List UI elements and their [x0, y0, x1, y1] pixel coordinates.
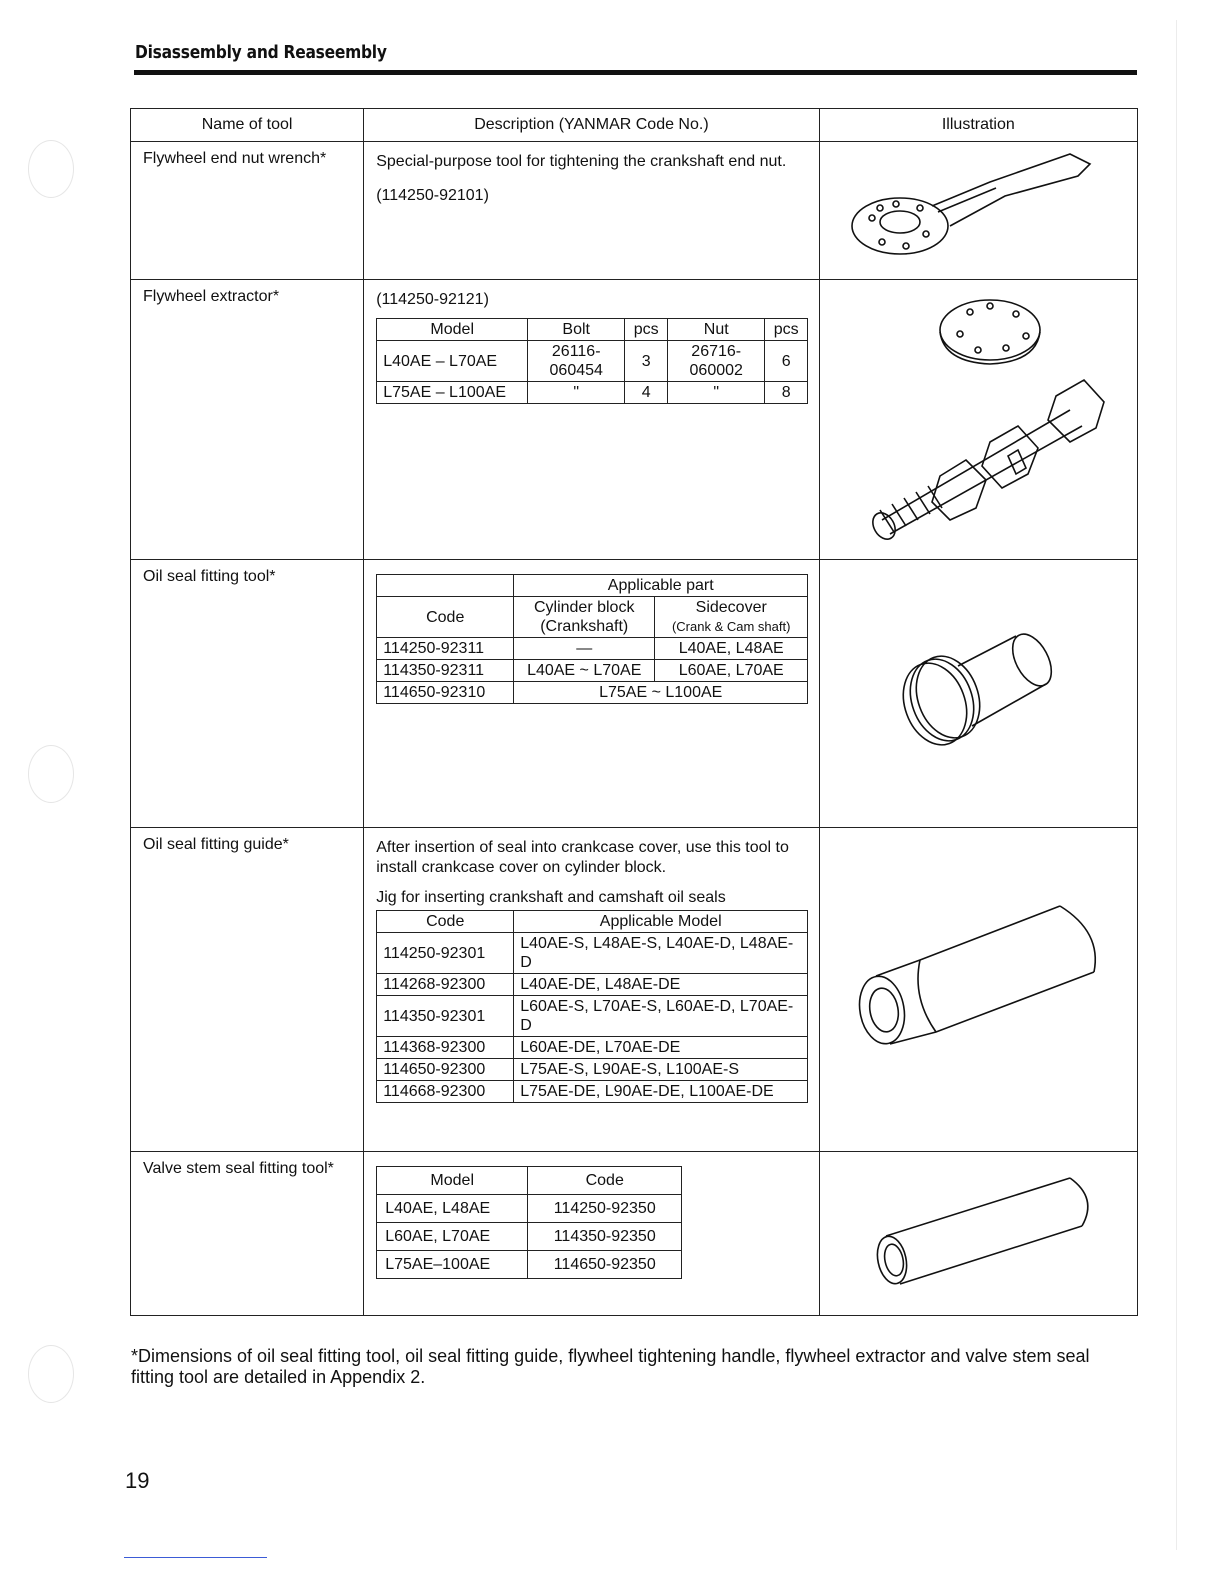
illustration-cell: [819, 560, 1137, 828]
table-row: [377, 996, 808, 1037]
column-header-description: Description (YANMAR Code No.): [364, 109, 819, 142]
column-header-code: Code: [377, 911, 514, 933]
tool-description: [364, 828, 819, 1152]
column-header-code: Code: [528, 1167, 682, 1195]
table-row: [377, 660, 808, 682]
illustration-cell: [819, 828, 1137, 1152]
illustration-cell: [819, 1152, 1137, 1316]
table-cell: L40AE, L48AE: [655, 638, 808, 660]
column-header-model: Applicable Model: [514, 911, 808, 933]
column-header: pcs: [625, 319, 668, 341]
column-header-illustration: Illustration: [819, 109, 1137, 142]
column-header-code: Code: [377, 597, 514, 638]
table-row: [377, 1037, 808, 1059]
table-row: [131, 1152, 1138, 1316]
table-cell: 114250-92350: [528, 1195, 682, 1223]
table-cell: L40AE, L48AE: [377, 1195, 528, 1223]
table-cell: 6: [765, 341, 808, 382]
table-cell: 4: [625, 382, 668, 404]
bottom-link-line: [124, 1557, 267, 1558]
table-cell: 114350-92311: [377, 660, 514, 682]
tool-table: [130, 108, 1138, 1316]
header-text: Sidecover: [695, 599, 767, 616]
oil-seal-tool-table: [376, 574, 808, 704]
table-row: [377, 1251, 682, 1279]
table-cell: 114650-92310: [377, 682, 514, 704]
table-row: [131, 560, 1138, 828]
table-cell: L40AE ~ L70AE: [514, 660, 655, 682]
table-row: [377, 341, 808, 382]
jig-text: Jig for inserting crankshaft and camshaft oil seals: [376, 889, 726, 906]
table-cell: 26116-060454: [528, 341, 625, 382]
tool-code: (114250-92101): [376, 187, 489, 204]
tool-name: Oil seal fitting guide*: [131, 828, 364, 1152]
table-cell: 114250-92311: [377, 638, 514, 660]
table-cell: 114250-92301: [377, 933, 514, 974]
tool-name: Valve stem seal fitting tool*: [131, 1152, 364, 1316]
binder-hole-middle: [28, 745, 74, 803]
wrench-icon: [820, 142, 1136, 278]
sleeve-tube-icon: [820, 1152, 1136, 1314]
table-row: [377, 1167, 682, 1195]
table-cell: L40AE – L70AE: [377, 341, 528, 382]
table-cell: L40AE-S, L48AE-S, L40AE-D, L48AE-D: [514, 933, 808, 974]
column-header: Bolt: [528, 319, 625, 341]
table-cell: L75AE–100AE: [377, 1251, 528, 1279]
column-header-sidecover: [655, 597, 808, 638]
tapered-guide-icon: [820, 828, 1136, 1150]
table-cell: L75AE-DE, L90AE-DE, L100AE-DE: [514, 1081, 808, 1103]
column-header-model: Model: [377, 1167, 528, 1195]
description-text: After insertion of seal into crankcase cover, use this tool to install crankcase cover on cylinder block.: [376, 839, 789, 876]
valve-stem-table: [376, 1166, 682, 1279]
description-text: Special-purpose tool for tightening the crankshaft end nut.: [376, 153, 787, 170]
column-header-applicable-part: Applicable part: [514, 575, 808, 597]
column-header: pcs: [765, 319, 808, 341]
table-cell: L75AE ~ L100AE: [514, 682, 808, 704]
table-cell: 114268-92300: [377, 974, 514, 996]
page-edge-line: [1176, 20, 1177, 1550]
tool-name: Flywheel end nut wrench*: [131, 142, 364, 280]
table-row: [377, 382, 808, 404]
tool-description: [364, 280, 819, 560]
table-row: [377, 911, 808, 933]
tool-code: (114250-92121): [376, 291, 489, 308]
table-cell: L40AE-DE, L48AE-DE: [514, 974, 808, 996]
section-title: Disassembly and Reaseembly: [135, 42, 387, 63]
table-cell: ": [528, 382, 625, 404]
column-header-cylinder-block: [514, 597, 655, 638]
table-cell: L75AE – L100AE: [377, 382, 528, 404]
page-number: 19: [125, 1468, 150, 1493]
table-row: [377, 1059, 808, 1081]
table-cell: L60AE, L70AE: [655, 660, 808, 682]
table-cell: L60AE, L70AE: [377, 1223, 528, 1251]
header-subtext: (Crank & Cam shaft): [671, 619, 791, 634]
table-row: [377, 597, 808, 638]
table-row: [377, 575, 808, 597]
table-row: [377, 933, 808, 974]
table-cell: 114668-92300: [377, 1081, 514, 1103]
table-cell: ": [668, 382, 765, 404]
table-cell: 3: [625, 341, 668, 382]
table-row: [377, 1081, 808, 1103]
table-cell-empty: [377, 575, 514, 597]
binder-hole-top: [28, 140, 74, 198]
table-cell: L60AE-S, L70AE-S, L60AE-D, L70AE-D: [514, 996, 808, 1037]
table-row: [131, 142, 1138, 280]
table-row: [131, 828, 1138, 1152]
tool-description: [364, 1152, 819, 1316]
column-header-name: Name of tool: [131, 109, 364, 142]
table-cell: —: [514, 638, 655, 660]
table-cell: L75AE-S, L90AE-S, L100AE-S: [514, 1059, 808, 1081]
table-cell: 26716-060002: [668, 341, 765, 382]
tool-name: Flywheel extractor*: [131, 280, 364, 560]
illustration-cell: [819, 142, 1137, 280]
tool-description: [364, 560, 819, 828]
table-row: [377, 1195, 682, 1223]
extractor-plate-and-bolt-icon: [820, 280, 1136, 558]
table-row: [377, 1223, 682, 1251]
footnote: *Dimensions of oil seal fitting tool, oil seal fitting guide, flywheel tightening handle, flywheel extractor and valve stem seal fitting tool are detailed in Appendix 2.: [131, 1346, 1090, 1387]
table-cell: 114368-92300: [377, 1037, 514, 1059]
table-row: [377, 974, 808, 996]
column-header: Nut: [668, 319, 765, 341]
illustration-cell: [819, 280, 1137, 560]
table-cell: 8: [765, 382, 808, 404]
extractor-spec-table: [376, 318, 808, 404]
table-cell: 114350-92301: [377, 996, 514, 1037]
binder-hole-bottom: [28, 1345, 74, 1403]
table-row: [377, 638, 808, 660]
tool-description: [364, 142, 819, 280]
header-text: Cylinder block: [533, 599, 635, 616]
table-row: [377, 682, 808, 704]
header-rule: [134, 70, 1137, 75]
table-cell: 114650-92300: [377, 1059, 514, 1081]
table-cell: L60AE-DE, L70AE-DE: [514, 1037, 808, 1059]
table-cell: 114350-92350: [528, 1223, 682, 1251]
table-cell: 114650-92350: [528, 1251, 682, 1279]
seal-fitting-tool-icon: [820, 560, 1136, 826]
header-subtext: (Crankshaft): [540, 618, 629, 635]
table-row: [377, 319, 808, 341]
column-header: Model: [377, 319, 528, 341]
table-header-row: [131, 109, 1138, 142]
tool-name: Oil seal fitting tool*: [131, 560, 364, 828]
oil-seal-guide-table: [376, 910, 808, 1103]
table-row: [131, 280, 1138, 560]
